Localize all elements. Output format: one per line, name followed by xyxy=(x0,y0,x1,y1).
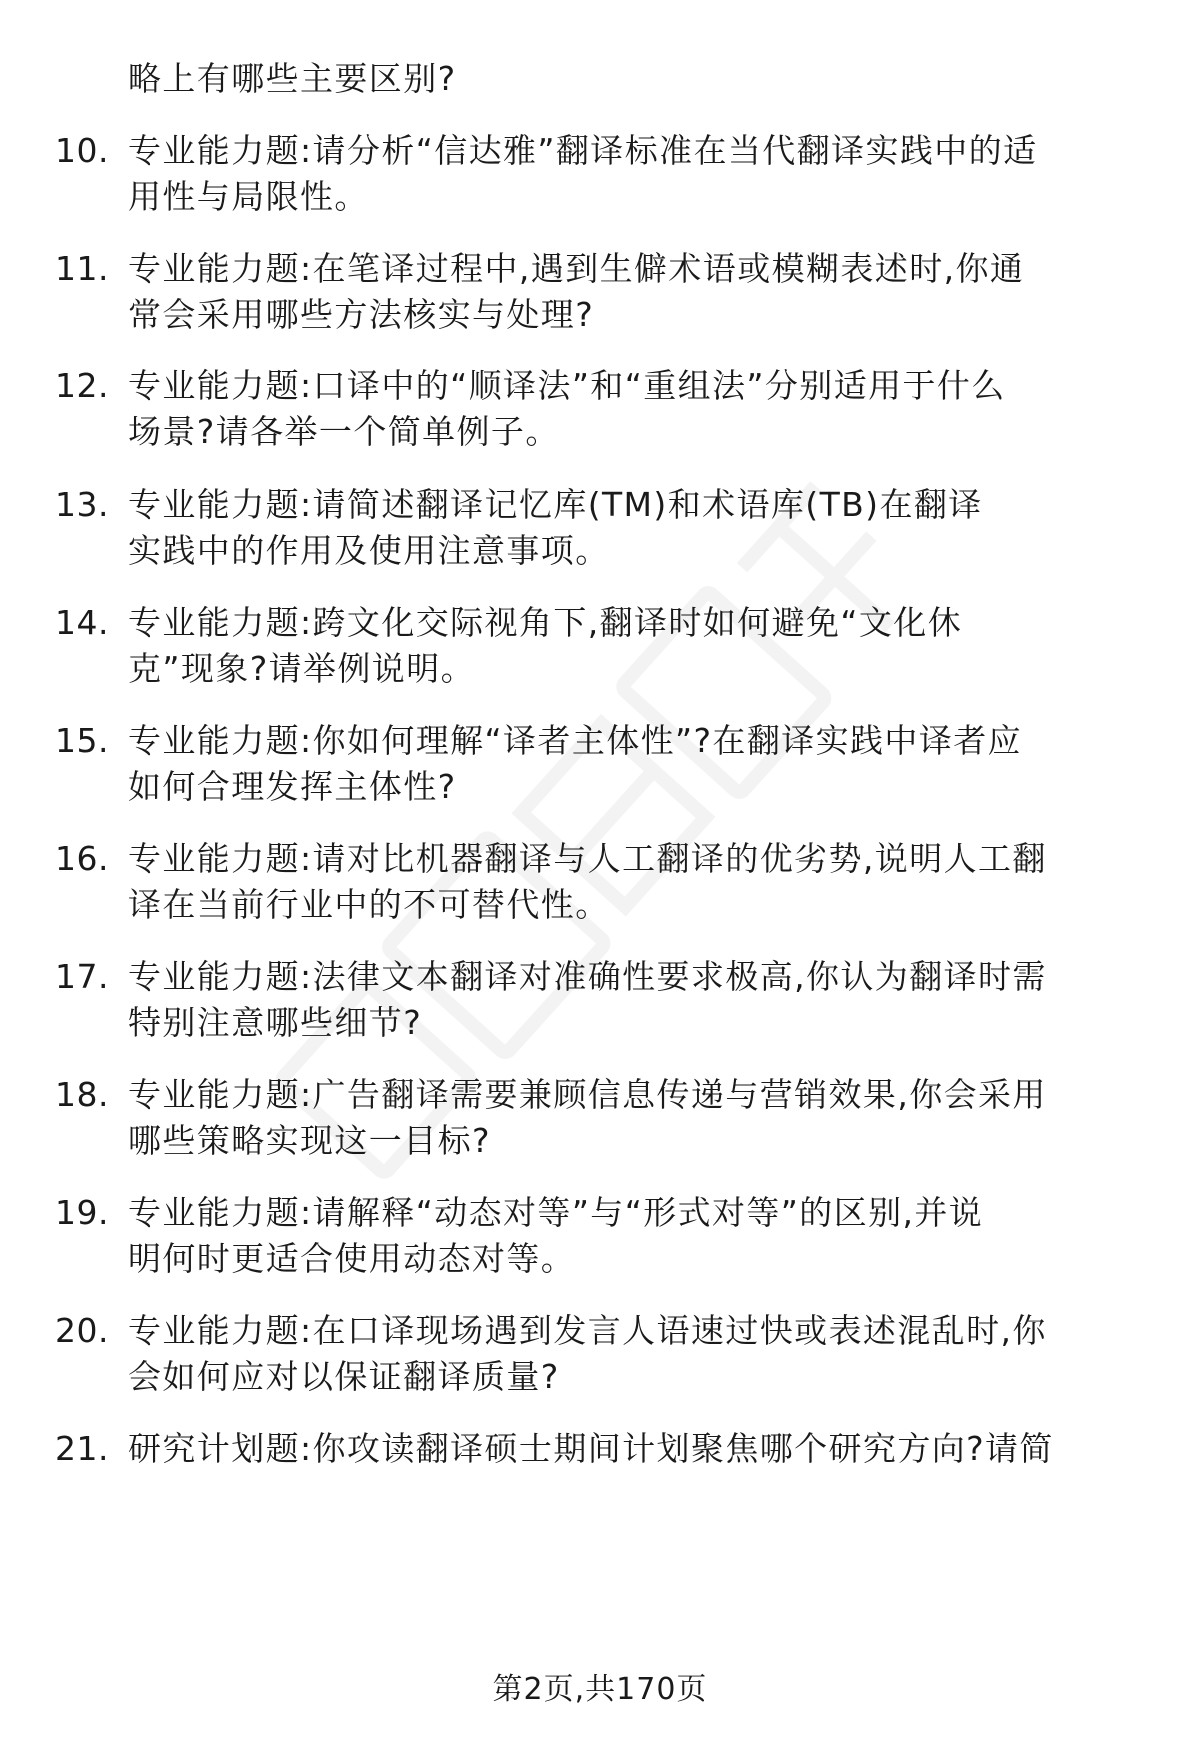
question-text-line: 专业能力题:请分析“信达雅”翻译标准在当代翻译实践中的适 xyxy=(128,131,1038,170)
question-number: 18. xyxy=(55,1075,109,1114)
question-text-line: 克”现象?请举例说明。 xyxy=(128,649,476,688)
question-text-line: 场景?请各举一个简单例子。 xyxy=(128,412,560,451)
question-text-line: 专业能力题:请解释“动态对等”与“形式对等”的区别,并说 xyxy=(128,1193,984,1232)
question-text-line: 专业能力题:广告翻译需要兼顾信息传递与营销效果,你会采用 xyxy=(128,1075,1047,1114)
question-text-line: 略上有哪些主要区别? xyxy=(128,59,457,98)
question-number: 21. xyxy=(55,1429,109,1468)
question-text-line: 专业能力题:口译中的“顺译法”和“重组法”分别适用于什么 xyxy=(128,366,1006,405)
question-number: 11. xyxy=(55,249,109,288)
question-number: 15. xyxy=(55,721,109,760)
question-number: 10. xyxy=(55,131,109,170)
question-item xyxy=(0,1306,1200,1416)
question-item xyxy=(0,480,1200,590)
question-text-line: 专业能力题:在口译现场遇到发言人语速过快或表述混乱时,你 xyxy=(128,1311,1047,1350)
question-text-line: 专业能力题:你如何理解“译者主体性”?在翻译实践中译者应 xyxy=(128,721,1023,760)
question-text-line: 常会采用哪些方法核实与处理? xyxy=(128,295,595,334)
question-text-line: 专业能力题:在笔译过程中,遇到生僻术语或模糊表述时,你通 xyxy=(128,249,1025,288)
question-text-line: 哪些策略实现这一目标? xyxy=(128,1121,491,1160)
question-item xyxy=(0,244,1200,354)
question-text-line: 会如何应对以保证翻译质量? xyxy=(128,1357,560,1396)
question-number: 16. xyxy=(55,839,109,878)
question-number: 13. xyxy=(55,485,109,524)
question-number: 12. xyxy=(55,366,109,405)
question-item xyxy=(0,598,1200,708)
question-item xyxy=(0,834,1200,944)
question-item xyxy=(0,952,1200,1062)
question-item xyxy=(0,361,1200,471)
question-text-line: 研究计划题:你攻读翻译硕士期间计划聚焦哪个研究方向?请简 xyxy=(128,1429,1054,1468)
question-item xyxy=(0,716,1200,826)
question-text-line: 明何时更适合使用动态对等。 xyxy=(128,1239,576,1278)
question-text-line: 专业能力题:法律文本翻译对准确性要求极高,你认为翻译时需 xyxy=(128,957,1047,996)
question-text-line: 用性与局限性。 xyxy=(128,177,369,216)
question-text-line: 特别注意哪些细节? xyxy=(128,1003,423,1042)
question-text-line: 专业能力题:请对比机器翻译与人工翻译的优劣势,说明人工翻 xyxy=(128,839,1047,878)
question-item xyxy=(0,1188,1200,1298)
question-text-line: 实践中的作用及使用注意事项。 xyxy=(128,531,610,570)
question-text-line: 专业能力题:请简述翻译记忆库(TM)和术语库(TB)在翻译 xyxy=(128,485,983,524)
question-text-line: 如何合理发挥主体性? xyxy=(128,767,457,806)
question-text-line: 译在当前行业中的不可替代性。 xyxy=(128,885,610,924)
question-item xyxy=(0,1424,1200,1534)
question-number: 14. xyxy=(55,603,109,642)
question-item xyxy=(0,126,1200,236)
page-footer: 第2页,共170页 xyxy=(492,1672,708,1707)
question-number: 17. xyxy=(55,957,109,996)
question-text-line: 专业能力题:跨文化交际视角下,翻译时如何避免“文化休 xyxy=(128,603,963,642)
question-number: 19. xyxy=(55,1193,109,1232)
question-number: 20. xyxy=(55,1311,109,1350)
question-item xyxy=(0,1070,1200,1180)
